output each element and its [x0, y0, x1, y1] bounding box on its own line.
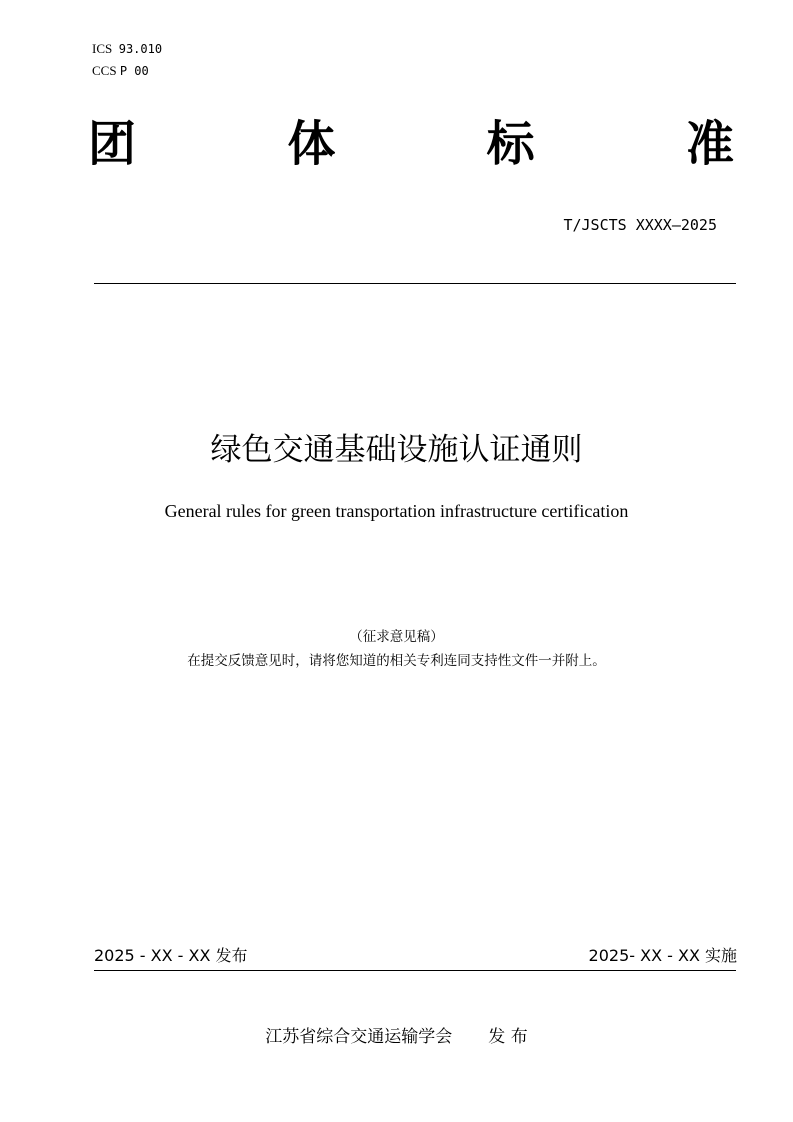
ics-line — [92, 38, 162, 60]
standard-type-char: 准 — [685, 116, 734, 172]
classification-codes — [92, 38, 162, 82]
ccs-code: P 00 — [119, 64, 149, 78]
standard-type-heading — [88, 112, 734, 176]
publisher — [0, 1024, 793, 1050]
standard-number: T/JSCTS XXXX—2025 — [563, 216, 717, 234]
bottom-divider — [94, 970, 736, 971]
top-divider — [94, 283, 736, 284]
ccs-label: CCS — [92, 63, 117, 78]
document-title-cn: 绿色交通基础设施认证通则 — [210, 432, 583, 468]
patent-notice: 在提交反馈意见时，请将您知道的相关专利连同支持性文件一并附上。 — [187, 653, 606, 669]
publisher-name: 江苏省综合交通运输学会 — [265, 1027, 453, 1047]
standard-type-char: 标 — [486, 116, 535, 172]
implement-date: 2025- XX - XX 实施 — [588, 946, 737, 965]
ics-label: ICS — [92, 41, 113, 56]
standard-type-char: 团 — [88, 116, 137, 172]
standard-type-char: 体 — [287, 116, 336, 172]
ics-code: 93.010 — [118, 42, 163, 56]
ccs-line — [92, 60, 162, 82]
draft-label: （征求意见稿） — [349, 629, 444, 645]
release-date: 2025 - XX - XX 发布 — [94, 946, 248, 965]
publisher-action: 发 布 — [488, 1027, 528, 1047]
document-title-en: General rules for green transportation infrastructure certification — [164, 501, 629, 521]
